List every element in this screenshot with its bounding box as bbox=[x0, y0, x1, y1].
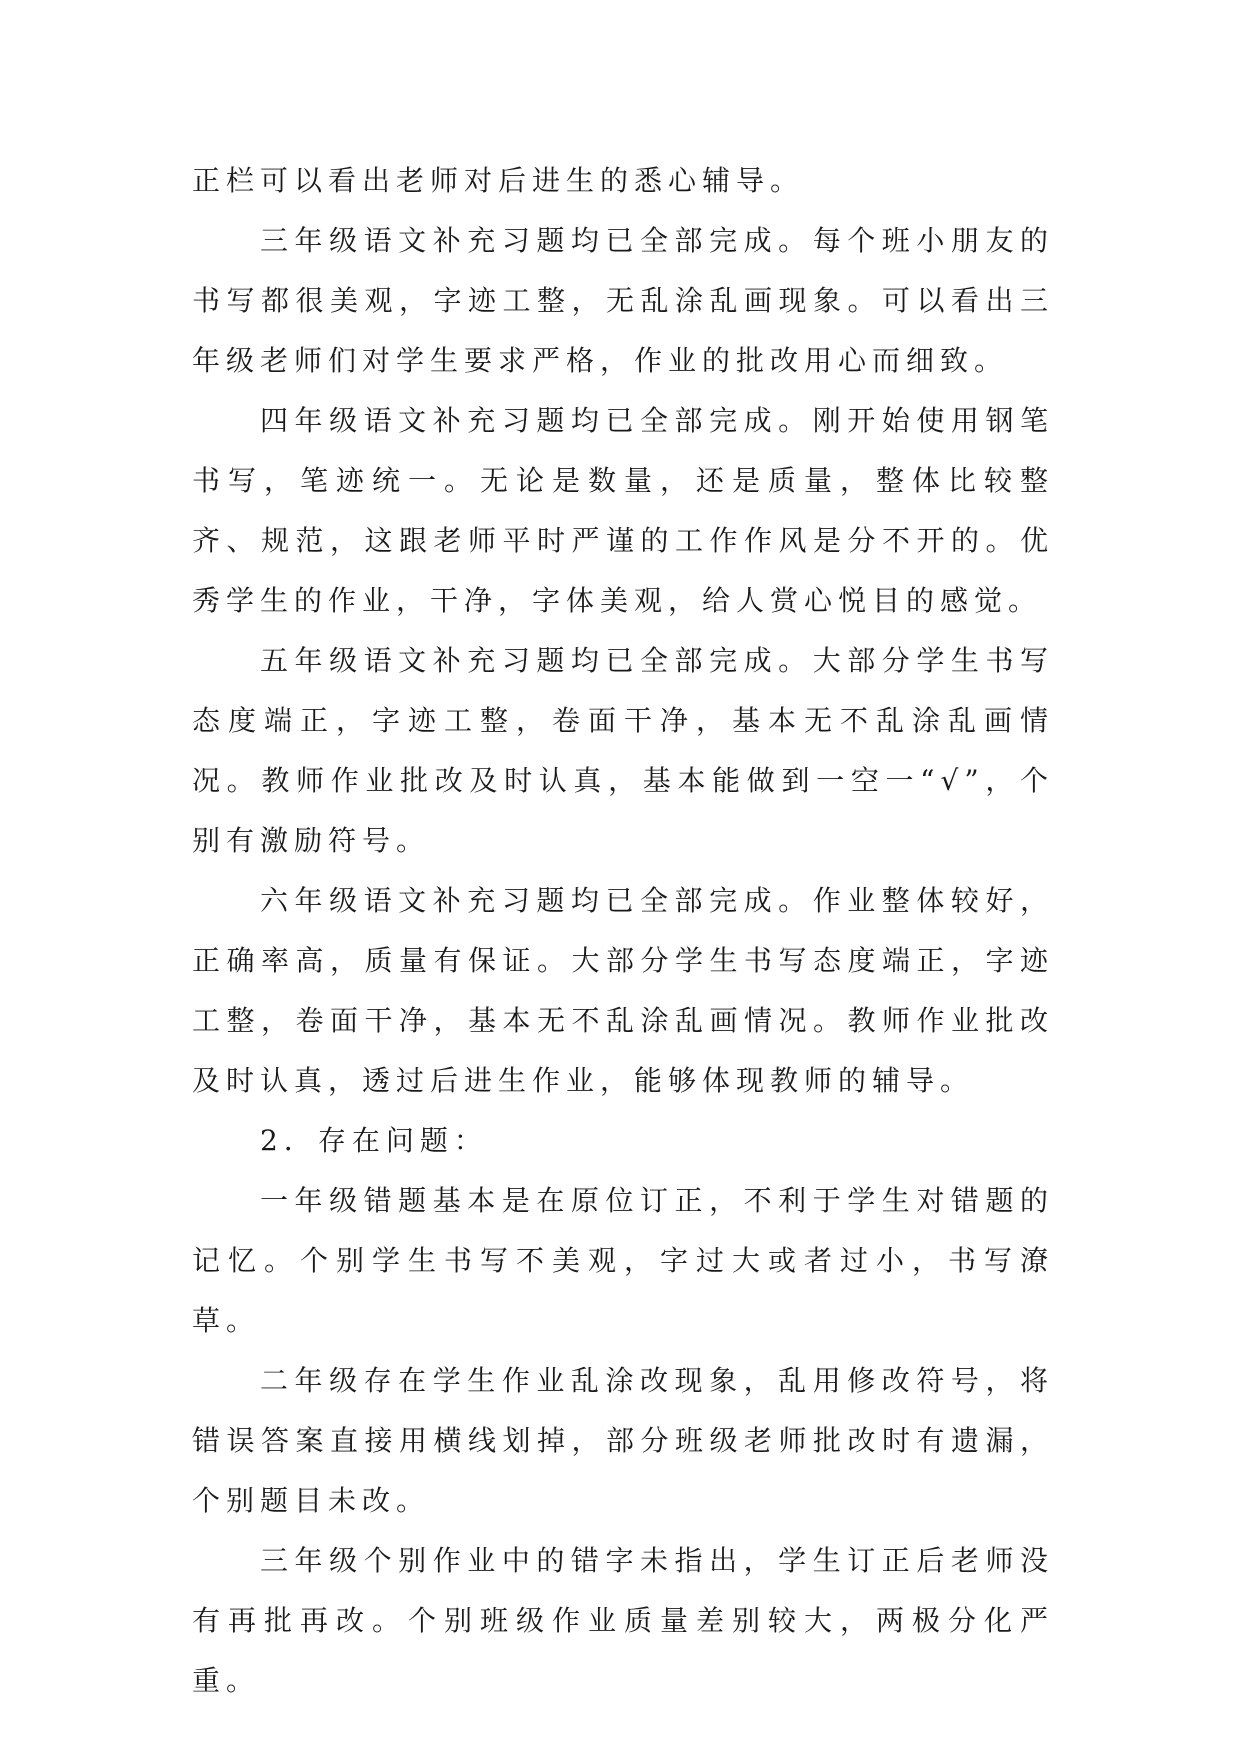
paragraph-grade-3: 三年级语文补充习题均已全部完成。每个班小朋友的书写都很美观，字迹工整，无乱涂乱画现象。可以看出三年级老师们对学生要求严格，作业的批改用心而细致。 bbox=[192, 224, 1054, 377]
paragraph-grade-4: 四年级语文补充习题均已全部完成。刚开始使用钢笔书写，笔迹统一。无论是数量，还是质量，整体比较整齐、规范，这跟老师平时严谨的工作作风是分不开的。优秀学生的作业，干净，字体美观，给人赏心悦目的感觉。 bbox=[192, 404, 1054, 617]
paragraph-grade-6: 六年级语文补充习题均已全部完成。作业整体较好，正确率高，质量有保证。大部分学生书写态度端正，字迹工整，卷面干净，基本无不乱涂乱画情况。教师作业批改及时认真，透过后进生作业，能够体现教师的辅导。 bbox=[192, 884, 1054, 1097]
paragraph-continuation: 正栏可以看出老师对后进生的悉心辅导。 bbox=[192, 164, 805, 197]
document-body bbox=[192, 151, 1054, 1711]
section-heading-problems: 2．存在问题： bbox=[260, 1124, 488, 1157]
paragraph-problem-grade-3: 三年级个别作业中的错字未指出，学生订正后老师没有再批再改。个别班级作业质量差别较大，两极分化严重。 bbox=[192, 1544, 1054, 1697]
paragraph-problem-grade-1: 一年级错题基本是在原位订正，不利于学生对错题的记忆。个别学生书写不美观，字过大或者过小，书写潦草。 bbox=[192, 1184, 1054, 1337]
paragraph-grade-5: 五年级语文补充习题均已全部完成。大部分学生书写态度端正，字迹工整，卷面干净，基本无不乱涂乱画情况。教师作业批改及时认真，基本能做到一空一“√”，个别有激励符号。 bbox=[192, 644, 1054, 857]
paragraph-problem-grade-2: 二年级存在学生作业乱涂改现象，乱用修改符号，将错误答案直接用横线划掉，部分班级老师批改时有遗漏，个别题目未改。 bbox=[192, 1364, 1054, 1517]
